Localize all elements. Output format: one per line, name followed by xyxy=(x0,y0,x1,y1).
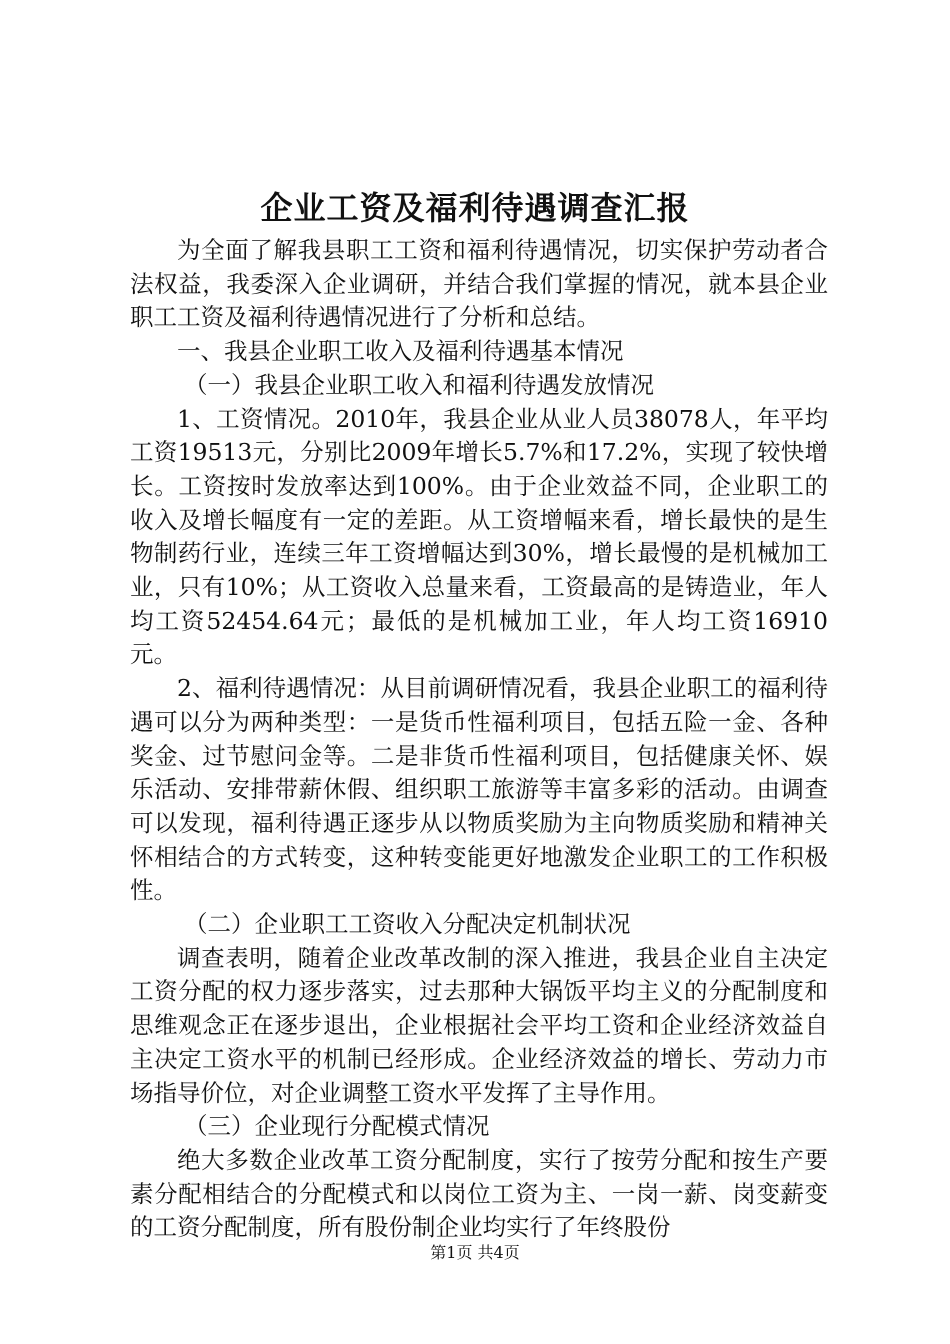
wage-paragraph: 1、工资情况。2010年，我县企业从业人员38078人，年平均工资19513元，分别比2009年增长5.7%和17.2%，实现了较快增长。工资按时发放率达到100%。由于企业效益不同，企业职工的收入及增长幅度有一定的差距。从工资增幅来看，增长最快的是生物制药行业，连续三年工资增幅达到30%，增长最慢的是机械加工业，只有10%；从工资收入总量来看，工资最高的是铸造业，年人均工资52454.64元；最低的是机械加工业，年人均工资16910元。 xyxy=(130,404,828,669)
intro-paragraph: 为全面了解我县职工工资和福利待遇情况，切实保护劳动者合法权益，我委深入企业调研，并结合我们掌握的情况，就本县企业职工工资及福利待遇情况进行了分析和总结。 xyxy=(130,236,828,332)
document-body xyxy=(130,234,828,1245)
distribution-paragraph: 绝大多数企业改革工资分配制度，实行了按劳分配和按生产要素分配相结合的分配模式和以岗位工资为主、一岗一薪、岗变薪变的工资分配制度，所有股份制企业均实行了年终股份 xyxy=(130,1145,828,1242)
subsection-heading-3: （三）企业现行分配模式情况 xyxy=(184,1112,490,1141)
subsection-heading-1: （一）我县企业职工收入和福利待遇发放情况 xyxy=(184,370,655,399)
welfare-paragraph: 2、福利待遇情况：从目前调研情况看，我县企业职工的福利待遇可以分为两种类型：一是货币性福利项目，包括五险一金、各种奖金、过节慰问金等。二是非货币性福利项目，包括健康关怀、娱乐活动、安排带薪休假、组织职工旅游等丰富多彩的活动。由调查可以发现，福利待遇正逐步从以物质奖励为主向物质奖励和精神关怀相结合的方式转变，这种转变能更好地激发企业职工的工作积极性。 xyxy=(130,674,828,905)
mechanism-paragraph: 调查表明，随着企业改革改制的深入推进，我县企业自主决定工资分配的权力逐步落实，过去那种大锅饭平均主义的分配制度和思维观念正在逐步退出，企业根据社会平均工资和企业经济效益自主决定工资水平的机制已经形成。企业经济效益的增长、劳动力市场指导价位，对企业调整工资水平发挥了主导作用。 xyxy=(130,943,828,1107)
page-footer: 第1页 共4页 xyxy=(430,1243,520,1262)
subsection-heading-2: （二）企业职工工资收入分配决定机制状况 xyxy=(184,910,631,939)
document-title: 企业工资及福利待遇调查汇报 xyxy=(260,189,690,227)
section-heading-1: 一、我县企业职工收入及福利待遇基本情况 xyxy=(177,337,624,366)
